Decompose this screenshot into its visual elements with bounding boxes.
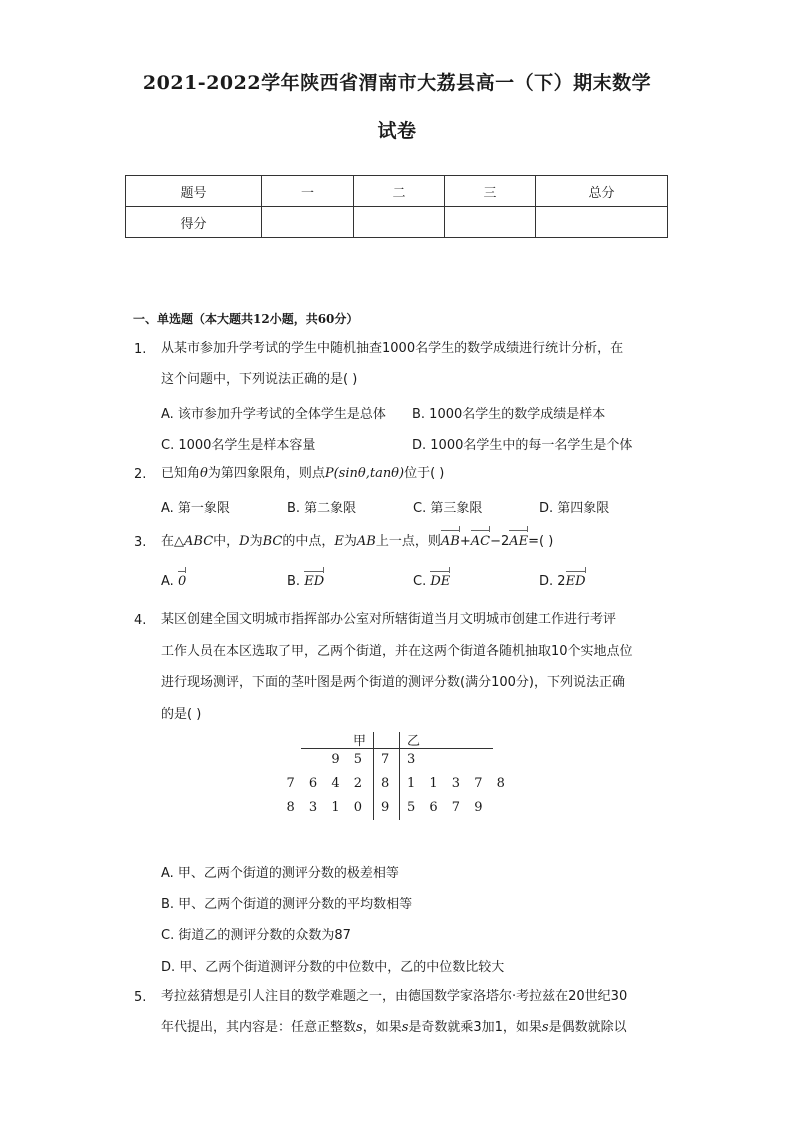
stem-value: 7 (381, 752, 394, 767)
option-label: B. (287, 574, 301, 589)
score-cell (354, 207, 445, 238)
question-2-option-a: A. 第一象限 (161, 501, 230, 516)
text: 为 (343, 534, 357, 549)
stem-right-rule (399, 732, 400, 820)
score-table-row (126, 207, 668, 238)
vector-ae: AE (509, 534, 529, 549)
text: 年代提出，其内容是：任意正整数 (161, 1020, 357, 1035)
text: 为第四象限角，则点 (207, 466, 325, 481)
question-4-option-a: A. 甲、乙两个街道的测评分数的极差相等 (161, 866, 399, 881)
stem-leaf-plot (286, 730, 510, 825)
score-header-cell: 一 (262, 176, 354, 207)
text: 是偶数就除以 (548, 1020, 627, 1035)
vector-ed: ED (304, 574, 325, 589)
question-4-line4: 的是( ) (161, 707, 202, 722)
question-4-line1: 某区创建全国文明城市指挥部办公室对所辖街道当月文明城市创建工作进行考评 (161, 612, 617, 627)
question-4-option-d: D. 甲、乙两个街道测评分数的中位数中，乙的中位数比较大 (161, 960, 505, 975)
option-label: C. (413, 574, 427, 589)
question-2-stem (161, 465, 444, 483)
text: 的中点， (282, 534, 335, 549)
question-number: 3. (134, 535, 147, 550)
right-leaves: 5 6 7 9 (407, 800, 488, 815)
option-label: D. (539, 574, 554, 589)
text: ，如果 (362, 1020, 402, 1035)
plus-sign: + (459, 534, 471, 549)
left-leaves: 7 6 4 2 (286, 776, 367, 791)
right-leaves: 1 1 3 7 8 (407, 776, 510, 791)
score-header-cell: 三 (445, 176, 536, 207)
question-3-stem (161, 533, 553, 551)
stem-value: 9 (381, 800, 394, 815)
question-1-option-c: C. 1000名学生是样本容量 (161, 438, 316, 453)
question-5-line2 (161, 1019, 627, 1037)
score-row-label: 得分 (126, 207, 262, 238)
option-label: A. (161, 574, 174, 589)
text: =( ) (528, 534, 554, 549)
question-1-line2: 这个问题中，下列说法正确的是( ) (161, 372, 358, 387)
left-header: 甲 (353, 734, 371, 749)
vector-ed: ED (565, 574, 586, 589)
question-2-option-b: B. 第二象限 (287, 501, 357, 516)
left-leaves: 8 3 1 0 (286, 800, 367, 815)
math: s (541, 1020, 549, 1035)
question-4-line2: 工作人员在本区选取了甲，乙两个街道，并在这两个街道各随机抽取10个实地点位 (161, 644, 633, 659)
vector-de: DE (430, 574, 451, 589)
score-header-cell: 题号 (126, 176, 262, 207)
text: 是奇数就乘3加1，如果 (408, 1020, 542, 1035)
score-header-cell: 二 (354, 176, 445, 207)
question-3-option-a (161, 574, 186, 589)
coefficient: 2 (557, 574, 566, 589)
question-number: 5. (134, 990, 147, 1005)
exam-title-line1: 2021-2022学年陕西省渭南市大荔县高一（下）期末数学 (142, 72, 652, 94)
zero-vector: 0 (177, 574, 187, 589)
header-rule (301, 748, 493, 749)
score-cell (536, 207, 668, 238)
question-1-option-b: B. 1000名学生的数学成绩是样本 (412, 407, 606, 422)
text: 上一点，则 (375, 534, 441, 549)
score-cell (445, 207, 536, 238)
question-1-option-a: A. 该市参加升学考试的全体学生是总体 (161, 407, 386, 422)
math: △ABC (174, 534, 214, 549)
math: E (334, 534, 344, 549)
right-leaves: 3 (407, 752, 420, 767)
question-1-line1: 从某市参加升学考试的学生中随机抽查1000名学生的数学成绩进行统计分析，在 (161, 341, 624, 356)
math: AB (356, 534, 376, 549)
math: s (401, 1020, 409, 1035)
question-3-option-d (539, 574, 586, 589)
minus-two: −2 (490, 534, 510, 549)
text: 为 (249, 534, 263, 549)
question-2-option-c: C. 第三象限 (413, 501, 483, 516)
vector-ac: AC (470, 534, 491, 549)
text: 已知角 (161, 466, 201, 481)
score-table (125, 175, 668, 238)
question-number: 1. (134, 342, 147, 357)
left-leaves: 9 5 (331, 752, 367, 767)
question-number: 2. (134, 467, 147, 482)
math: D (239, 534, 250, 549)
math: s (356, 1020, 363, 1035)
score-header-cell: 总分 (536, 176, 668, 207)
text: 中， (213, 534, 240, 549)
score-cell (262, 207, 354, 238)
section-heading: 一、单选题（本大题共12小题，共60分） (133, 312, 359, 326)
stem-left-rule (373, 732, 374, 820)
math: θ (200, 466, 208, 481)
text: 在 (161, 534, 175, 549)
question-4-option-b: B. 甲、乙两个街道的测评分数的平均数相等 (161, 897, 413, 912)
right-header: 乙 (407, 734, 425, 749)
stem-value: 8 (381, 776, 394, 791)
math: P(sinθ,tanθ) (324, 466, 405, 481)
question-4-line3: 进行现场测评，下面的茎叶图是两个街道的测评分数(满分100分)，下列说法正确 (161, 675, 625, 690)
question-3-option-c (413, 574, 450, 589)
question-1-option-d: D. 1000名学生中的每一名学生是个体 (412, 438, 633, 453)
exam-title-line2: 试卷 (377, 120, 417, 142)
math: BC (262, 534, 283, 549)
score-table-header-row (126, 176, 668, 207)
text: 位于( ) (404, 466, 445, 481)
question-5-line1: 考拉兹猜想是引人注目的数学难题之一，由德国数学家洛塔尔·考拉兹在20世纪30 (161, 989, 628, 1004)
vector-ab: AB (440, 534, 460, 549)
question-3-option-b (287, 574, 324, 589)
question-number: 4. (134, 613, 147, 628)
question-2-option-d: D. 第四象限 (539, 501, 610, 516)
question-4-option-c: C. 街道乙的测评分数的众数为87 (161, 928, 351, 943)
